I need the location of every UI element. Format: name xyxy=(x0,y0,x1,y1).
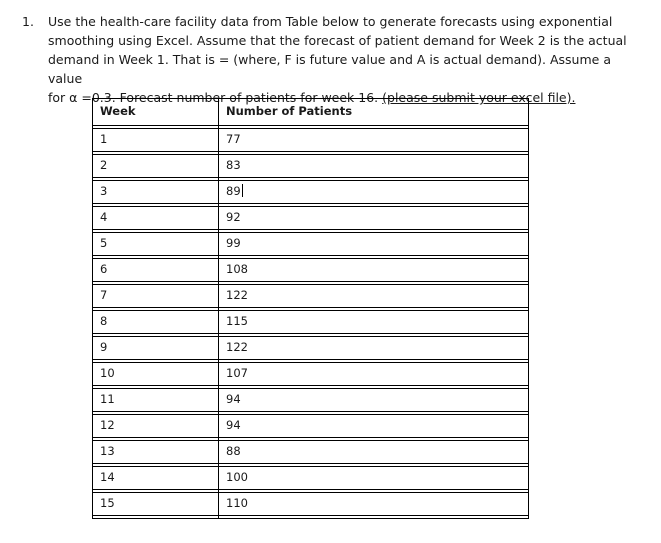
table-row xyxy=(93,181,529,207)
text-cursor xyxy=(242,184,243,197)
week-cell: 2 xyxy=(93,155,219,181)
patients-cell-value: 89 xyxy=(226,184,241,198)
patients-cell: 77 xyxy=(219,129,529,155)
week-cell: 12 xyxy=(93,415,219,441)
week-cell: 3 xyxy=(93,181,219,207)
table-row xyxy=(93,467,529,493)
patients-cell: 99 xyxy=(219,233,529,259)
week-cell: 9 xyxy=(93,337,219,363)
week-cell: 1 xyxy=(93,129,219,155)
week-cell: 5 xyxy=(93,233,219,259)
table-row xyxy=(93,207,529,233)
week-cell: 14 xyxy=(93,467,219,493)
patients-cell: 94 xyxy=(219,415,529,441)
patients-table xyxy=(92,98,529,519)
table-row xyxy=(93,415,529,441)
patients-cell: 92 xyxy=(219,207,529,233)
patients-cell: 83 xyxy=(219,155,529,181)
week-cell: 7 xyxy=(93,285,219,311)
question-line-1: Use the health-care facility data from Table below to generate forecasts using exponential xyxy=(48,14,613,29)
table-row xyxy=(93,441,529,467)
table-header-row xyxy=(93,99,529,129)
question-number: 1. xyxy=(22,14,34,29)
patients-cell: 122 xyxy=(219,337,529,363)
week-cell: 10 xyxy=(93,363,219,389)
week-cell: 6 xyxy=(93,259,219,285)
table-row xyxy=(93,155,529,181)
table-row xyxy=(93,493,529,519)
table-row xyxy=(93,129,529,155)
week-cell: 4 xyxy=(93,207,219,233)
question-text xyxy=(48,12,642,107)
patients-cell: 100 xyxy=(219,467,529,493)
table-row xyxy=(93,285,529,311)
week-cell: 15 xyxy=(93,493,219,519)
question-line-2: smoothing using Excel. Assume that the forecast of patient demand for Week 2 is the actual xyxy=(48,33,627,48)
patients-cell: 94 xyxy=(219,389,529,415)
patients-cell: 108 xyxy=(219,259,529,285)
patients-cell: 110 xyxy=(219,493,529,519)
patients-cell-editing[interactable] xyxy=(219,181,529,207)
question-block xyxy=(22,12,642,107)
table-row xyxy=(93,311,529,337)
patients-cell: 115 xyxy=(219,311,529,337)
table-row xyxy=(93,389,529,415)
header-week: Week xyxy=(93,99,219,129)
question-line-3: demand in Week 1. That is = (where, F is future value and A is actual demand). Assume a value xyxy=(48,52,611,86)
table-row xyxy=(93,233,529,259)
table-row xyxy=(93,259,529,285)
submit-excel-note: (please submit your excel file). xyxy=(382,90,576,105)
patients-cell: 107 xyxy=(219,363,529,389)
week-cell: 13 xyxy=(93,441,219,467)
patients-cell: 122 xyxy=(219,285,529,311)
table-row xyxy=(93,337,529,363)
table-row xyxy=(93,363,529,389)
header-number-of-patients: Number of Patients xyxy=(219,99,529,129)
question-line-4-text: for α =0.3. Forecast number of patients for week 16. xyxy=(48,90,379,105)
patients-cell: 88 xyxy=(219,441,529,467)
week-cell: 11 xyxy=(93,389,219,415)
week-cell: 8 xyxy=(93,311,219,337)
